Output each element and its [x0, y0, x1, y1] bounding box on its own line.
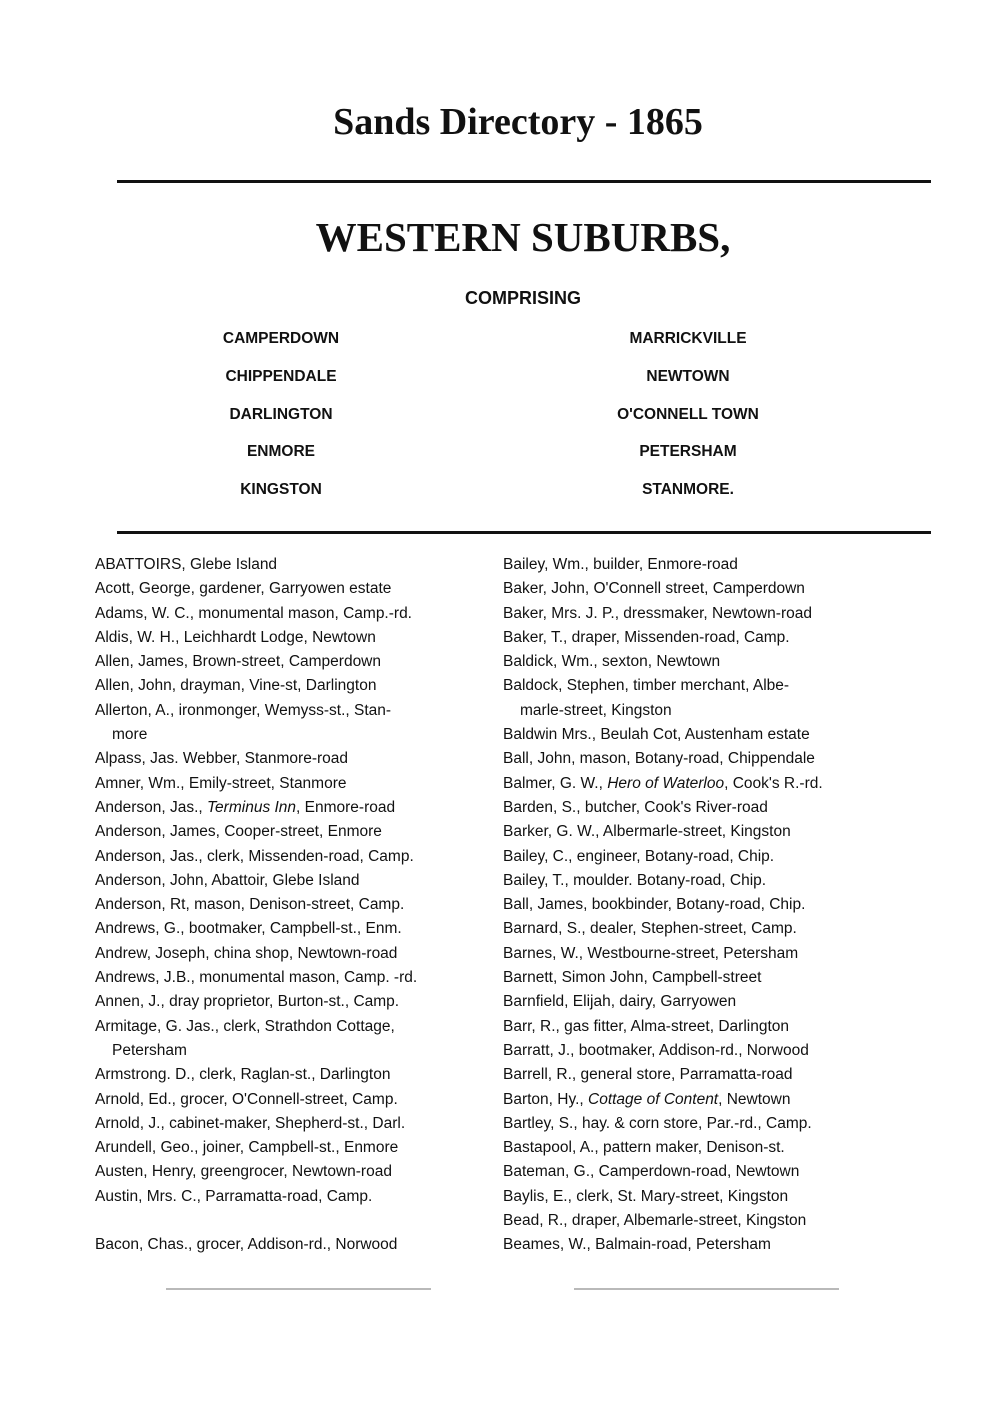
directory-entry — [95, 577, 490, 601]
entry-text: Baker, Mrs. J. P., dressmaker, Newtown-road — [503, 604, 812, 622]
entry-text: Barker, G. W., Albermarle-street, Kingston — [503, 823, 791, 841]
entry-text: Baldick, Wm., sexton, Newtown — [503, 653, 721, 671]
directory-entry — [95, 893, 490, 917]
directory-entry — [95, 699, 490, 748]
directory-entry — [503, 1015, 903, 1039]
entry-text: Andrews, J.B., monumental mason, Camp. -rd. — [95, 969, 418, 987]
directory-entry — [503, 626, 903, 650]
page-title: Sands Directory - 1865 — [333, 101, 703, 143]
footer-rule-right — [574, 1288, 839, 1290]
entry-text: Annen, J., dray proprietor, Burton-st., Camp. — [95, 993, 400, 1011]
entry-text: Acott, George, gardener, Garryowen estate — [95, 580, 392, 598]
entry-text: Balmer, G. W., — [503, 774, 608, 792]
directory-entry — [95, 1112, 490, 1136]
entry-text: Barnfield, Elijah, dairy, Garryowen — [503, 993, 737, 1011]
directory-entry — [503, 674, 903, 723]
entry-text: Beames, W., Balmain-road, Petersham — [503, 1236, 771, 1254]
directory-entry — [503, 796, 903, 820]
entry-text: Barnett, Simon John, Campbell-street — [503, 969, 762, 987]
suburb-name: DARLINGTON — [229, 405, 333, 423]
entry-text: Allen, John, drayman, Vine-st, Darlington — [95, 677, 377, 695]
suburb-name: KINGSTON — [240, 481, 322, 499]
directory-entry — [95, 942, 490, 966]
footer-rule-left — [166, 1288, 431, 1290]
suburb-name: ENMORE — [246, 443, 316, 461]
entry-text: Alpass, Jas. Webber, Stanmore-road — [95, 750, 349, 768]
directory-entry — [503, 1185, 903, 1209]
entry-business-name: Terminus Inn — [207, 798, 297, 816]
directory-entry — [95, 820, 490, 844]
entry-text: Andrew, Joseph, china shop, Newtown-road — [95, 944, 398, 962]
entry-text: Anderson, John, Abattoir, Glebe Island — [95, 871, 360, 889]
entry-text: Austin, Mrs. C., Parramatta-road, Camp. — [95, 1187, 373, 1205]
directory-entry — [95, 602, 490, 626]
entry-text: Armstrong. D., clerk, Raglan-st., Darlington — [95, 1066, 391, 1084]
directory-entry — [503, 820, 903, 844]
entry-text: Anderson, Rt, mason, Denison-street, Camp. — [95, 896, 405, 914]
suburb-name: CAMPERDOWN — [222, 330, 340, 347]
entry-text: , Enmore-road — [296, 798, 396, 816]
directory-entry — [95, 1136, 490, 1160]
suburb-name: STANMORE. — [642, 481, 734, 499]
directory-entry — [95, 747, 490, 771]
comprising-label: COMPRISING — [464, 288, 581, 308]
entry-text: Ball, John, mason, Botany-road, Chippendale — [503, 750, 815, 768]
suburb-list-left — [131, 328, 431, 517]
directory-entry — [503, 553, 903, 577]
entry-continuation: marle-street, Kingston — [520, 701, 672, 719]
directory-column-left — [95, 553, 490, 1258]
directory-entry — [503, 1112, 903, 1136]
directory-entry — [95, 1088, 490, 1112]
directory-entry — [95, 796, 490, 820]
directory-entry — [503, 1209, 903, 1233]
entry-spacer — [95, 1209, 490, 1233]
entry-text: Austen, Henry, greengrocer, Newtown-road — [95, 1163, 392, 1181]
entry-text: Bailey, Wm., builder, Enmore-road — [503, 556, 738, 573]
section-title: WESTERN SUBURBS, — [315, 214, 731, 260]
entry-text: Barnard, S., dealer, Stephen-street, Camp. — [503, 920, 797, 938]
directory-entry — [95, 869, 490, 893]
suburb-name: PETERSHAM — [639, 443, 737, 461]
section-divider — [117, 531, 931, 534]
directory-entry — [503, 577, 903, 601]
entry-text: Ball, James, bookbinder, Botany-road, Chip. — [503, 896, 806, 914]
entry-text: ABATTOIRS, Glebe Island — [95, 556, 278, 573]
suburb-name: O'CONNELL TOWN — [617, 405, 759, 423]
entry-text: Barton, Hy., — [503, 1090, 588, 1108]
entry-text: Baker, T., draper, Missenden-road, Camp. — [503, 628, 790, 646]
entry-text: Arnold, J., cabinet-maker, Shepherd-st., Darl. — [95, 1114, 406, 1132]
entry-text: Bailey, T., moulder. Botany-road, Chip. — [503, 871, 767, 889]
directory-entry — [95, 1185, 490, 1209]
entry-continuation: more — [112, 726, 148, 744]
directory-entry — [503, 723, 903, 747]
entry-business-name: Hero of Waterloo — [607, 774, 725, 792]
entry-text: Arundell, Geo., joiner, Campbell-st., Enmore — [95, 1139, 399, 1157]
title-divider — [117, 180, 931, 183]
entry-text: Aldis, W. H., Leichhardt Lodge, Newtown — [95, 628, 376, 646]
entry-text: Bailey, C., engineer, Botany-road, Chip. — [503, 847, 775, 865]
directory-entry — [503, 1039, 903, 1063]
suburb-list-right — [538, 328, 838, 517]
entry-text: Anderson, Jas., clerk, Missenden-road, Camp. — [95, 847, 414, 865]
entry-text: Anderson, Jas., — [95, 798, 208, 816]
directory-entry — [503, 869, 903, 893]
entry-text: Barrell, R., general store, Parramatta-road — [503, 1066, 793, 1084]
entry-text: Armitage, G. Jas., clerk, Strathdon Cottage, — [95, 1017, 395, 1035]
entry-text: Anderson, James, Cooper-street, Enmore — [95, 823, 382, 841]
entry-business-name: Cottage of Content — [588, 1090, 719, 1108]
directory-entry — [503, 893, 903, 917]
directory-entry — [503, 650, 903, 674]
directory-entry — [95, 1015, 490, 1064]
entry-text: Bartley, S., hay. & corn store, Par.-rd., Camp. — [503, 1114, 812, 1132]
directory-entry — [503, 942, 903, 966]
directory-entry — [95, 1063, 490, 1087]
suburb-name: MARRICKVILLE — [629, 330, 747, 347]
directory-entry — [95, 553, 490, 577]
directory-entry — [503, 990, 903, 1014]
directory-entry — [95, 1233, 490, 1257]
entry-text: Baldwin Mrs., Beulah Cot, Austenham estate — [503, 726, 810, 744]
entry-text: Barnes, W., Westbourne-street, Petersham — [503, 944, 799, 962]
directory-entry — [95, 772, 490, 796]
entry-text: , Cook's R.-rd. — [724, 774, 823, 792]
directory-entry — [503, 1233, 903, 1257]
entry-text: Bacon, Chas., grocer, Addison-rd., Norwood — [95, 1236, 398, 1254]
directory-entry — [503, 917, 903, 941]
directory-entry — [503, 966, 903, 990]
entry-text: Bastapool, A., pattern maker, Denison-st. — [503, 1139, 785, 1157]
suburb-name: CHIPPENDALE — [225, 367, 337, 385]
directory-entry — [95, 990, 490, 1014]
directory-entry — [95, 626, 490, 650]
entry-text: Allen, James, Brown-street, Camperdown — [95, 653, 382, 671]
directory-entry — [503, 1088, 903, 1112]
entry-text: Andrews, G., bootmaker, Campbell-st., Enm. — [95, 920, 402, 938]
directory-entry — [95, 966, 490, 990]
entry-text: Baker, John, O'Connell street, Camperdown — [503, 580, 805, 598]
directory-entry — [95, 650, 490, 674]
entry-text: Baylis, E., clerk, St. Mary-street, Kingston — [503, 1187, 789, 1205]
entry-text: Barr, R., gas fitter, Alma-street, Darlington — [503, 1017, 790, 1035]
directory-entry — [503, 772, 903, 796]
suburb-name: NEWTOWN — [646, 367, 730, 385]
entry-text: Baldock, Stephen, timber merchant, Albe- — [503, 677, 790, 695]
entry-text: , Newtown — [718, 1090, 791, 1108]
entry-text: Allerton, A., ironmonger, Wemyss-st., Stan- — [95, 701, 392, 719]
directory-entry — [503, 845, 903, 869]
entry-continuation: Petersham — [112, 1041, 187, 1059]
entry-text: Bead, R., draper, Albemarle-street, Kingston — [503, 1212, 807, 1230]
directory-entry — [95, 917, 490, 941]
entry-text: Barratt, J., bootmaker, Addison-rd., Norwood — [503, 1041, 809, 1059]
directory-entry — [503, 602, 903, 626]
directory-entry — [95, 845, 490, 869]
entry-text: Barden, S., butcher, Cook's River-road — [503, 798, 768, 816]
directory-entry — [503, 747, 903, 771]
directory-entry — [95, 1160, 490, 1184]
directory-entry — [503, 1063, 903, 1087]
directory-column-right — [503, 553, 903, 1258]
entry-text: Amner, Wm., Emily-street, Stanmore — [95, 774, 347, 792]
entry-text: Bateman, G., Camperdown-road, Newtown — [503, 1163, 800, 1181]
directory-entry — [503, 1136, 903, 1160]
directory-entry — [503, 1160, 903, 1184]
directory-entry — [95, 674, 490, 698]
entry-text: Arnold, Ed., grocer, O'Connell-street, Camp. — [95, 1090, 398, 1108]
entry-text: Adams, W. C., monumental mason, Camp.-rd. — [95, 604, 412, 622]
